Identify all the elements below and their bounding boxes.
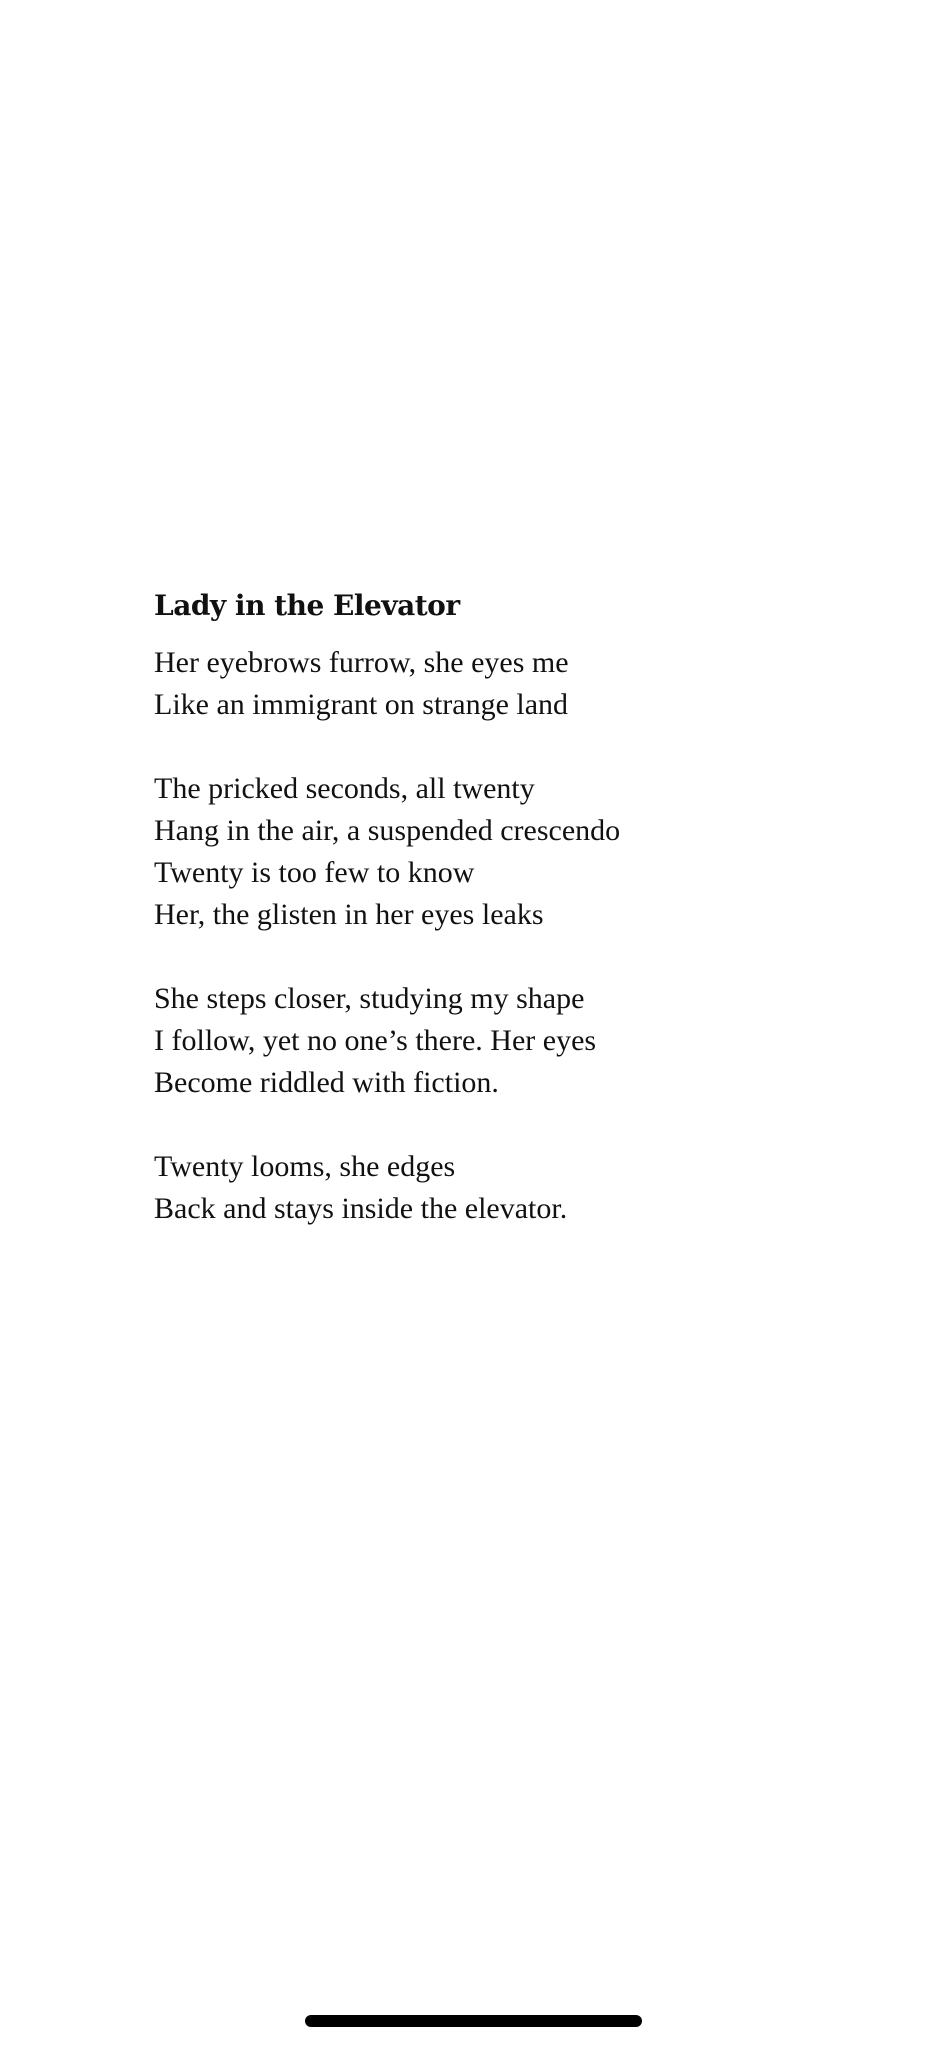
poem-line: Her, the glisten in her eyes leaks bbox=[154, 898, 544, 931]
poem-line: Her eyebrows furrow, she eyes me bbox=[154, 646, 569, 679]
poem-line: I follow, yet no one’s there. Her eyes bbox=[154, 1024, 597, 1057]
poem-line: Back and stays inside the elevator. bbox=[154, 1192, 568, 1225]
stanza-3 bbox=[154, 978, 894, 1104]
stanza-1 bbox=[154, 642, 894, 726]
stanza-4 bbox=[154, 1146, 894, 1230]
poem-line: Hang in the air, a suspended crescendo bbox=[154, 814, 621, 847]
stanza-2 bbox=[154, 768, 894, 936]
poem-title: Lady in the Elevator bbox=[154, 589, 460, 622]
poem-line: Become riddled with fiction. bbox=[154, 1066, 499, 1099]
home-indicator[interactable] bbox=[305, 2015, 642, 2027]
poem bbox=[154, 588, 894, 1272]
poem-line: She steps closer, studying my shape bbox=[154, 982, 585, 1015]
poem-line: Twenty looms, she edges bbox=[154, 1150, 456, 1183]
poem-line: Twenty is too few to know bbox=[154, 856, 475, 889]
poem-line: The pricked seconds, all twenty bbox=[154, 772, 535, 805]
poem-line: Like an immigrant on strange land bbox=[154, 688, 569, 721]
